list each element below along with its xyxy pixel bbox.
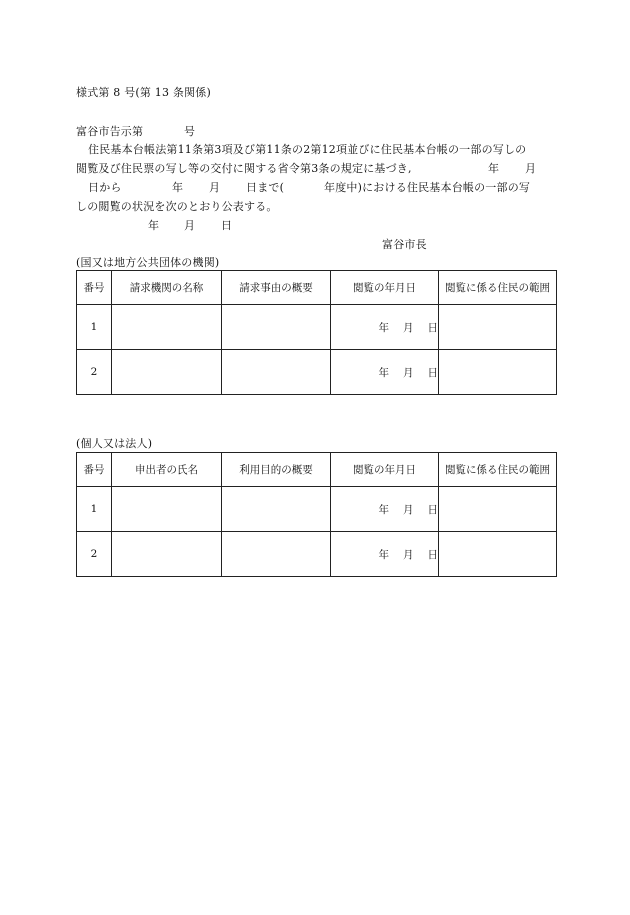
body-line-2-month: 月 (525, 162, 537, 175)
notice-number-prefix: 富谷市告示第 (76, 125, 144, 138)
table-row (77, 532, 557, 577)
table-government-agencies (76, 270, 557, 395)
agency-name-cell[interactable] (112, 305, 222, 350)
header-number: 番号 (77, 453, 112, 487)
form-number: 様式第 8 号(第 13 条関係) (76, 86, 211, 99)
applicant-name-cell[interactable] (112, 532, 222, 577)
row-number: 2 (77, 532, 112, 577)
signatory: 富谷市長 (382, 238, 427, 251)
day-label: 日 (427, 366, 438, 379)
usage-purpose-cell[interactable] (222, 487, 331, 532)
row-number: 2 (77, 350, 112, 395)
month-label: 月 (403, 321, 414, 334)
notice-number-suffix: 号 (184, 125, 196, 138)
month-label: 月 (403, 503, 414, 516)
body-line-2: 閲覧及び住民票の写し等の交付に関する省令第3条の規定に基づき, (76, 162, 412, 175)
header-usage-purpose: 利用目的の概要 (222, 453, 331, 487)
request-reason-cell[interactable] (222, 305, 331, 350)
date-year: 年 (148, 219, 160, 232)
day-label: 日 (427, 321, 438, 334)
body-line-4: しの閲覧の状況を次のとおり公表する。 (76, 200, 278, 213)
table-individuals-corporations (76, 452, 557, 577)
viewing-date-cell[interactable] (331, 305, 439, 350)
day-label: 日 (427, 503, 438, 516)
table-header-row (77, 453, 557, 487)
table1-caption: (国又は地方公共団体の機関) (76, 256, 220, 269)
table-row (77, 487, 557, 532)
request-reason-cell[interactable] (222, 350, 331, 395)
body-line-3-year: 年 (172, 181, 184, 194)
table-header-row (77, 271, 557, 305)
viewing-date-cell[interactable] (331, 487, 439, 532)
table-row (77, 305, 557, 350)
header-viewing-date: 閲覧の年月日 (331, 453, 439, 487)
resident-scope-cell[interactable] (439, 532, 557, 577)
resident-scope-cell[interactable] (439, 305, 557, 350)
header-applicant-name: 申出者の氏名 (112, 453, 222, 487)
usage-purpose-cell[interactable] (222, 532, 331, 577)
date-day: 日 (221, 219, 233, 232)
body-line-3-until: 日まで( (246, 181, 285, 194)
header-resident-scope: 閲覧に係る住民の範囲 (439, 271, 557, 305)
header-resident-scope: 閲覧に係る住民の範囲 (439, 453, 557, 487)
resident-scope-cell[interactable] (439, 487, 557, 532)
viewing-date-cell[interactable] (331, 532, 439, 577)
table-row (77, 350, 557, 395)
viewing-date-cell[interactable] (331, 350, 439, 395)
year-label: 年 (378, 321, 389, 334)
header-number: 番号 (77, 271, 112, 305)
year-label: 年 (378, 548, 389, 561)
table2-caption: (個人又は法人) (76, 437, 153, 450)
header-request-reason: 請求事由の概要 (222, 271, 331, 305)
header-viewing-date: 閲覧の年月日 (331, 271, 439, 305)
day-label: 日 (427, 548, 438, 561)
applicant-name-cell[interactable] (112, 487, 222, 532)
date-month: 月 (184, 219, 196, 232)
year-label: 年 (378, 503, 389, 516)
resident-scope-cell[interactable] (439, 350, 557, 395)
body-line-3-day: 日から (88, 181, 122, 194)
month-label: 月 (403, 366, 414, 379)
row-number: 1 (77, 305, 112, 350)
body-line-2-year: 年 (488, 162, 500, 175)
row-number: 1 (77, 487, 112, 532)
year-label: 年 (378, 366, 389, 379)
month-label: 月 (403, 548, 414, 561)
agency-name-cell[interactable] (112, 350, 222, 395)
body-line-1: 住民基本台帳法第11条第3項及び第11条の2第12項並びに住民基本台帳の一部の写しの (88, 143, 527, 156)
body-line-3-month: 月 (209, 181, 221, 194)
header-requesting-agency: 請求機関の名称 (112, 271, 222, 305)
body-line-3-rest: 年度中)における住民基本台帳の一部の写 (324, 181, 531, 194)
